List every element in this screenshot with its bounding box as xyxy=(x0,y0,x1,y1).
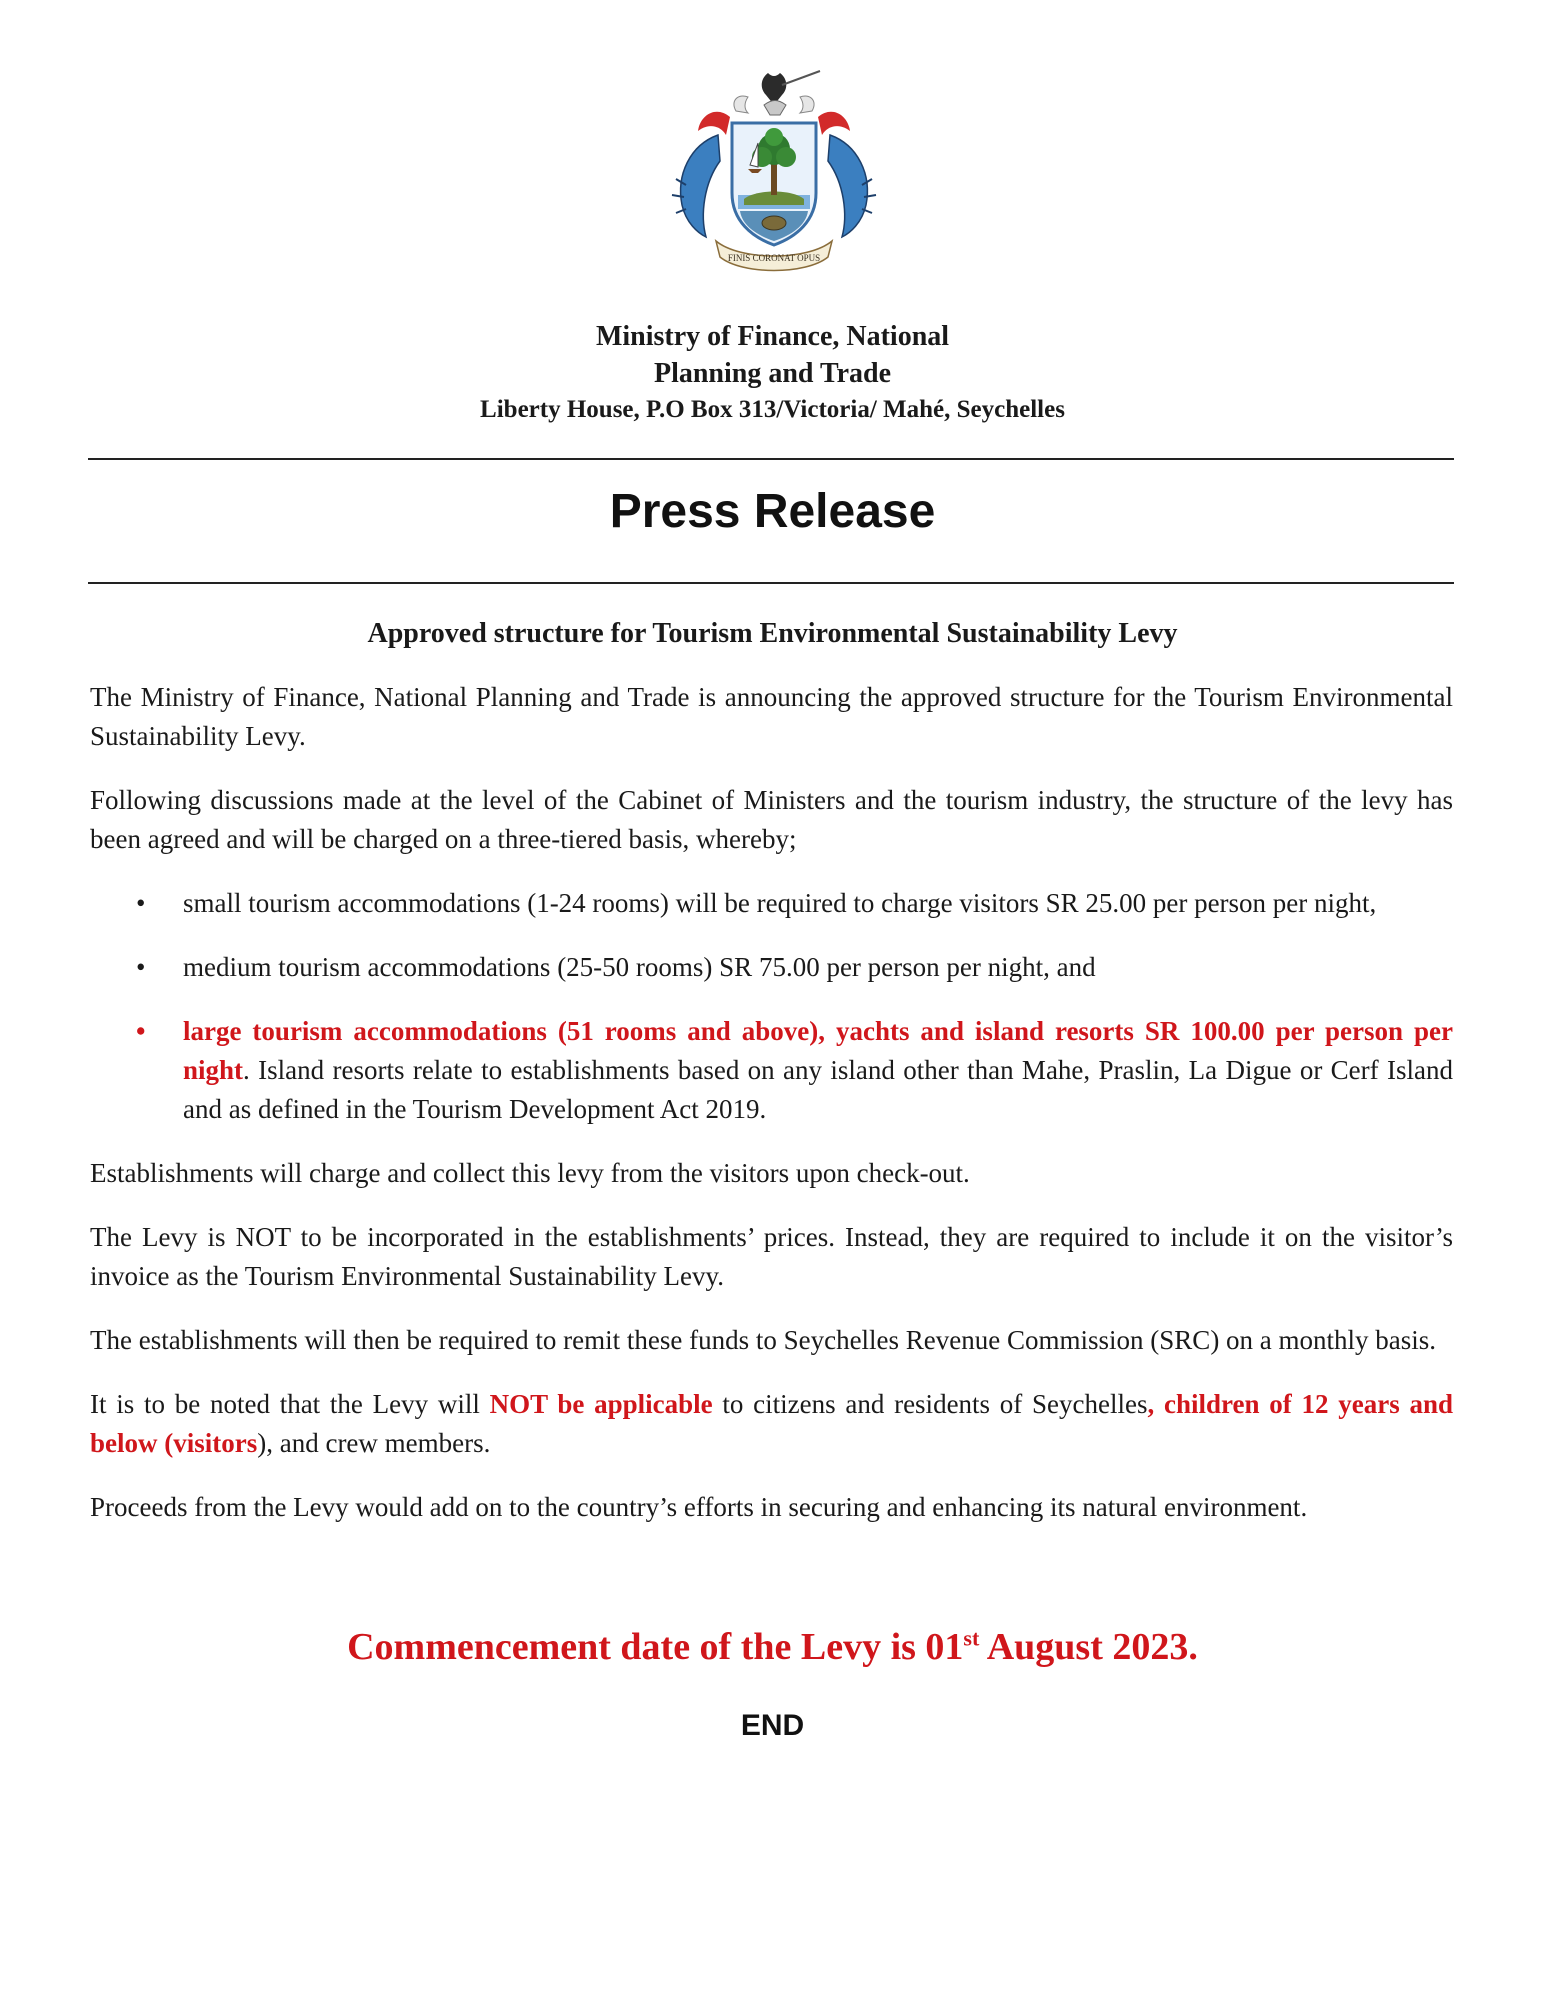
crest-motto: FINIS CORONAT OPUS xyxy=(727,253,821,263)
large-tier-note: . Island resorts relate to establishments based on any island other than Mahe, Praslin, La Digue or Cerf Island and as defined in the Tourism Development Act 2019. xyxy=(183,1055,1453,1124)
small-tier-text: small tourism accommodations (1-24 rooms) will be required to charge visitors SR 25.00 per person per night, xyxy=(183,888,1377,918)
exemptions-text-2: to citizens and residents of Seychelles xyxy=(712,1389,1148,1419)
exemptions-text-1: It is to be noted that the Levy will xyxy=(90,1389,490,1419)
end-marker: END xyxy=(740,1709,805,1742)
commencement-date xyxy=(0,1622,1545,1672)
bullet-marker: • xyxy=(136,1016,146,1046)
paragraph-announcement: The Ministry of Finance, National Planning and Trade is announcing the approved structure for the Tourism Environmental Sustainability Levy. xyxy=(90,682,1453,751)
list-item-small-tier xyxy=(90,884,1453,923)
bullet-marker: • xyxy=(136,952,146,982)
release-subtitle: Approved structure for Tourism Environmental Sustainability Levy xyxy=(367,618,1178,649)
list-item-large-tier xyxy=(90,1012,1453,1129)
page-title: Press Release xyxy=(609,485,936,538)
ordinal-suffix: st xyxy=(963,1625,980,1651)
list-item-medium-tier xyxy=(90,948,1453,987)
bottom-divider xyxy=(88,582,1454,584)
ministry-address: Liberty House, P.O Box 313/Victoria/ Mahé, Seychelles xyxy=(480,396,1065,423)
ministry-header xyxy=(0,318,1545,428)
commencement-date-text: August 2023. xyxy=(979,1626,1198,1668)
ministry-name-line1: Ministry of Finance, National xyxy=(595,321,950,352)
children-exemption-highlight: , children of 12 years and below (visitors xyxy=(90,1389,1453,1458)
coat-of-arms-emblem xyxy=(660,65,888,285)
commencement-text: Commencement date of the Levy is 01 xyxy=(347,1626,964,1668)
release-body xyxy=(90,678,1453,1552)
paragraph-invoice: The Levy is NOT to be incorporated in the establishments’ prices. Instead, they are required to include it on the visitor’s invoice as the Tourism Environmental Sustainability Levy. xyxy=(90,1222,1453,1291)
paragraph-exemptions xyxy=(90,1385,1453,1463)
top-divider xyxy=(88,458,1454,460)
ministry-name-line2: Planning and Trade xyxy=(653,358,892,389)
exemptions-text-3: ), and crew members. xyxy=(257,1428,491,1458)
not-applicable-highlight: NOT be applicable xyxy=(489,1389,713,1419)
paragraph-proceeds: Proceeds from the Levy would add on to the country’s efforts in securing and enhancing its natural environment. xyxy=(90,1492,1308,1522)
bullet-marker: • xyxy=(136,888,146,918)
paragraph-discussions: Following discussions made at the level of the Cabinet of Ministers and the tourism industry, the structure of the levy has been agreed and will be charged on a three-tiered basis, whereby; xyxy=(90,785,1453,854)
levy-tier-list xyxy=(90,884,1453,1129)
paragraph-collection: Establishments will charge and collect this levy from the visitors upon check-out. xyxy=(90,1158,970,1188)
large-tier-highlight: large tourism accommodations (51 rooms and above), yachts and island resorts SR 100.00 per person per night xyxy=(183,1016,1453,1085)
medium-tier-text: medium tourism accommodations (25-50 rooms) SR 75.00 per person per night, and xyxy=(183,952,1096,982)
paragraph-remittance: The establishments will then be required to remit these funds to Seychelles Revenue Commission (SRC) on a monthly basis. xyxy=(90,1325,1437,1355)
